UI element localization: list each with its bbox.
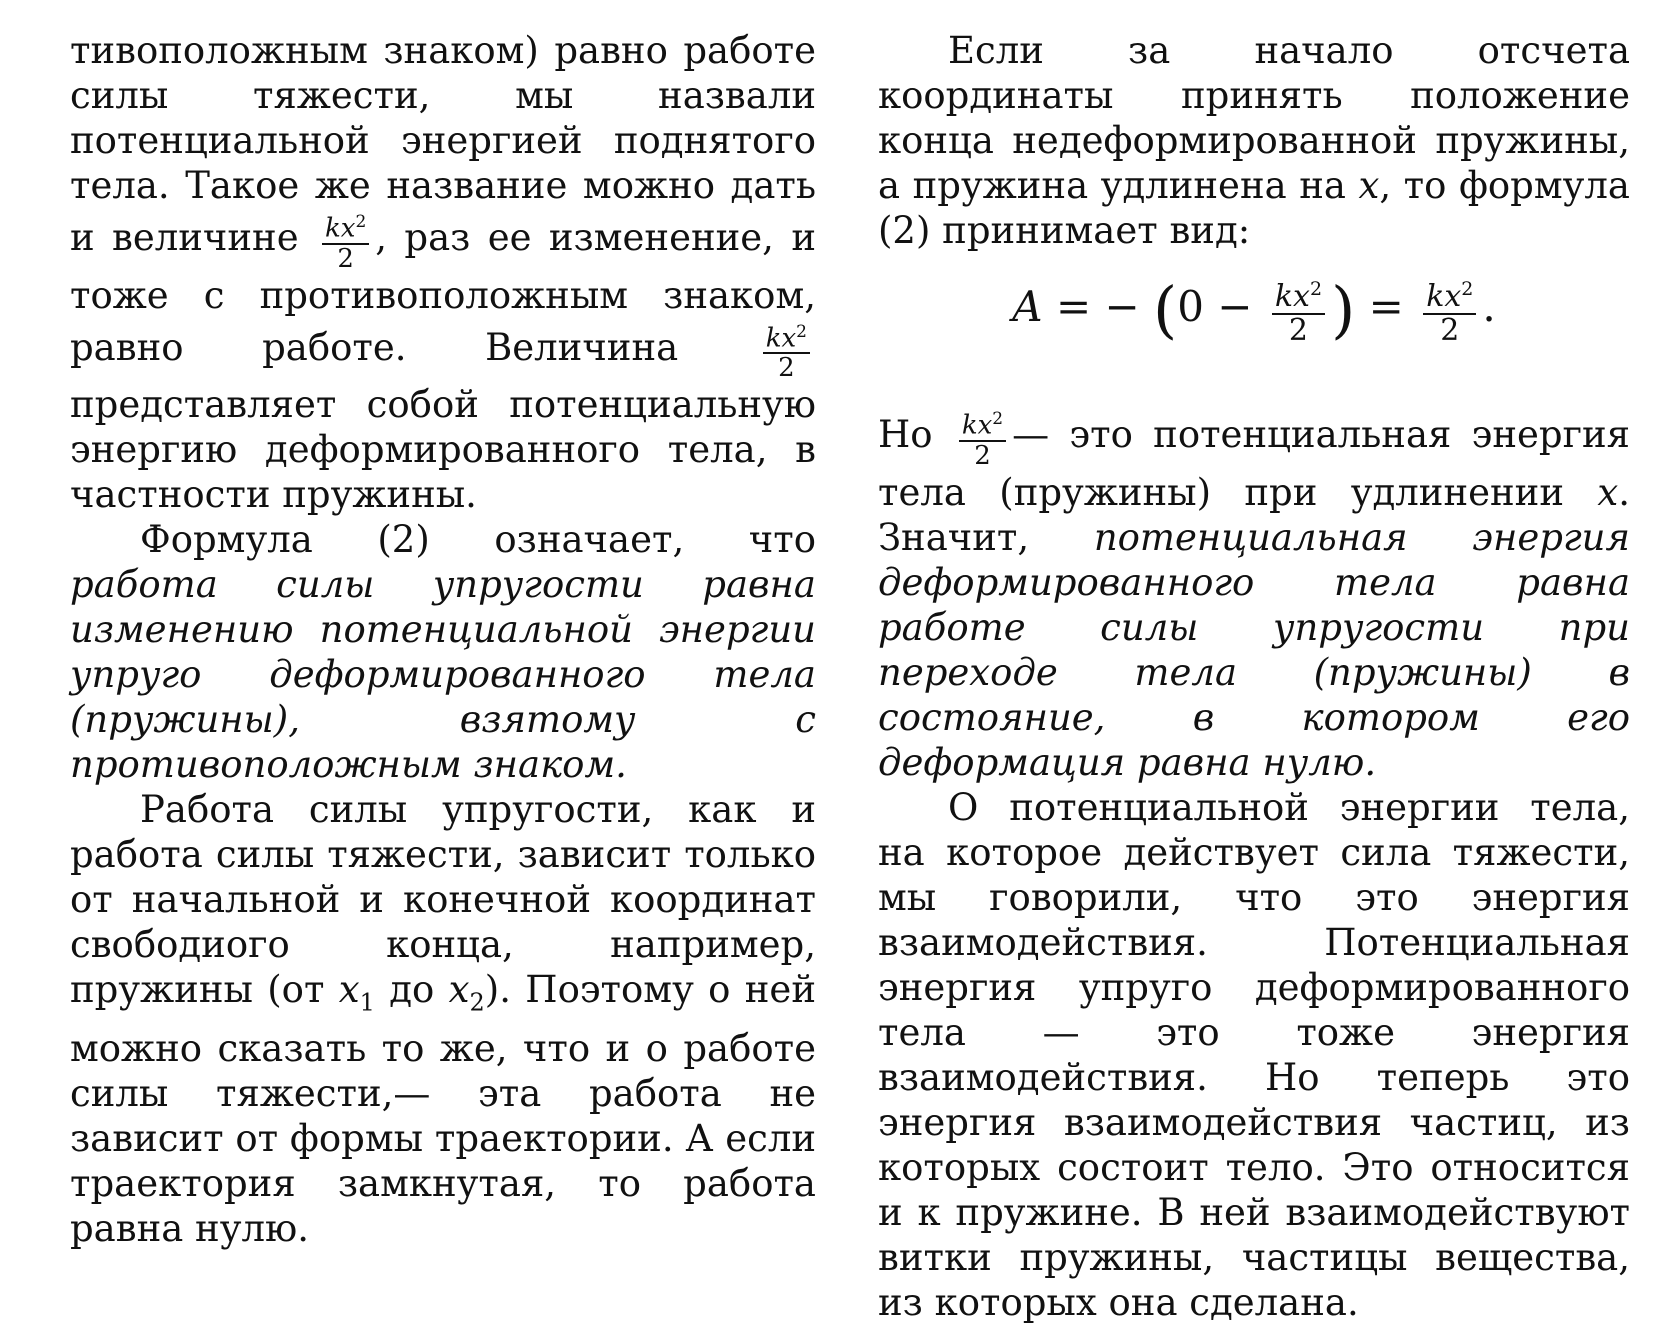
fraction-exponent: 2 xyxy=(1461,278,1474,300)
fraction-denominator: 2 xyxy=(959,440,1006,470)
paragraph-potential-energy xyxy=(70,28,816,517)
italic-statement: работа силы упругости равна изменению потенциальной энергии упруго деформированного тела (пружины), взятому с противоположным знаком. xyxy=(70,563,816,787)
fraction-kx2-over-2 xyxy=(959,405,1006,470)
variable-x: x xyxy=(1358,164,1380,207)
fraction-numerator: kx xyxy=(765,323,797,354)
text-segment: . Значит, xyxy=(878,470,1630,559)
fraction-kx2-over-2 xyxy=(763,318,810,383)
text-segment: О потенциальной энергии тела, на которое действует сила тяжести, мы говорили, что это энергия взаимодействия. Потенциальная энергия упруго деформированного тела — это тоже энергия взаимодействия. Но теперь это энергия взаимодействия частиц, из которых состоит тело. Это относится и к пружине. В ней взаимодействуют витки пружины, частицы вещества, из которых она сделана. xyxy=(878,785,1630,1324)
text-segment: , раз ее изменение, и тоже с противоположным знаком, равно работе. Величина xyxy=(70,215,816,369)
formula-lhs: A xyxy=(1012,282,1043,331)
text-segment: , то формула (2) принимает вид: xyxy=(878,164,1630,252)
fraction-exponent: 2 xyxy=(1309,278,1323,300)
fraction-denominator: 2 xyxy=(1423,313,1476,347)
fraction-exponent: 2 xyxy=(796,321,807,342)
fraction-kx2-over-2 xyxy=(1423,273,1476,347)
paragraph-interaction-energy xyxy=(878,785,1630,1325)
variable-x: x xyxy=(1597,470,1619,514)
text-segment: Но xyxy=(878,412,933,456)
fraction-numerator: kx xyxy=(961,410,993,441)
subscript: 1 xyxy=(359,988,375,1017)
fraction-kx2-over-2 xyxy=(1272,273,1325,347)
text-segment: Если за начало отсчета координаты принять положение конца недеформированной пружины, а пружина удлинена на xyxy=(878,29,1630,207)
fraction-kx2-over-2 xyxy=(322,208,369,273)
variable-x: x xyxy=(448,968,470,1012)
paragraph-coordinate-origin xyxy=(878,28,1630,253)
paragraph-definition xyxy=(878,405,1630,785)
formula-operator: = xyxy=(1368,282,1404,331)
formula-work xyxy=(878,273,1630,347)
fraction-denominator: 2 xyxy=(322,243,369,273)
paragraph-work-independence xyxy=(70,787,816,1250)
text-segment: тивоположным знаком) равно работе силы тяжести, мы назвали потенциальной энергией поднятого тела. Такое же название можно дать и величине xyxy=(70,29,816,259)
subscript: 2 xyxy=(469,988,485,1017)
italic-statement: потенциальная энергия деформированного тела равна работе силы упругости при переходе тела (пружины) в состояние, в котором его деформация равна нулю. xyxy=(878,515,1631,784)
right-column xyxy=(878,28,1630,1325)
left-paren: ( xyxy=(1153,273,1178,346)
formula-operator: 0 − xyxy=(1177,282,1253,331)
text-segment: Работа силы упругости, как и работа силы тяжести, зависит только от начальной и конечной координат свободиого конца, например, пружины (от xyxy=(70,788,816,1012)
formula-operator: = − xyxy=(1055,282,1140,331)
text-segment: ). Поэтому о ней можно сказать то же, что и о работе силы тяжести,— эта работа не зависит от формы траектории. А если траектория замкнутая, то работа равна нулю. xyxy=(70,968,816,1250)
fraction-numerator: kx xyxy=(325,213,356,244)
fraction-numerator: kx xyxy=(1426,279,1462,314)
fraction-exponent: 2 xyxy=(355,212,367,232)
variable-x: x xyxy=(338,968,360,1012)
text-segment: — это потенциальная энергия тела (пружины) при удлинении xyxy=(878,412,1630,514)
formula-period: . xyxy=(1482,282,1496,331)
text-segment: до xyxy=(389,968,435,1012)
fraction-numerator: kx xyxy=(1274,279,1310,314)
fraction-exponent: 2 xyxy=(992,409,1004,429)
fraction-denominator: 2 xyxy=(763,352,810,382)
fraction-denominator: 2 xyxy=(1272,313,1325,347)
left-column xyxy=(70,28,816,1251)
text-segment: представляет собой потенциальную энергию деформированного тела, в частности пружины. xyxy=(70,383,816,517)
text-segment: Формула (2) означает, что xyxy=(140,518,816,562)
right-paren: ) xyxy=(1331,273,1356,346)
paragraph-formula-2-meaning xyxy=(70,517,816,787)
